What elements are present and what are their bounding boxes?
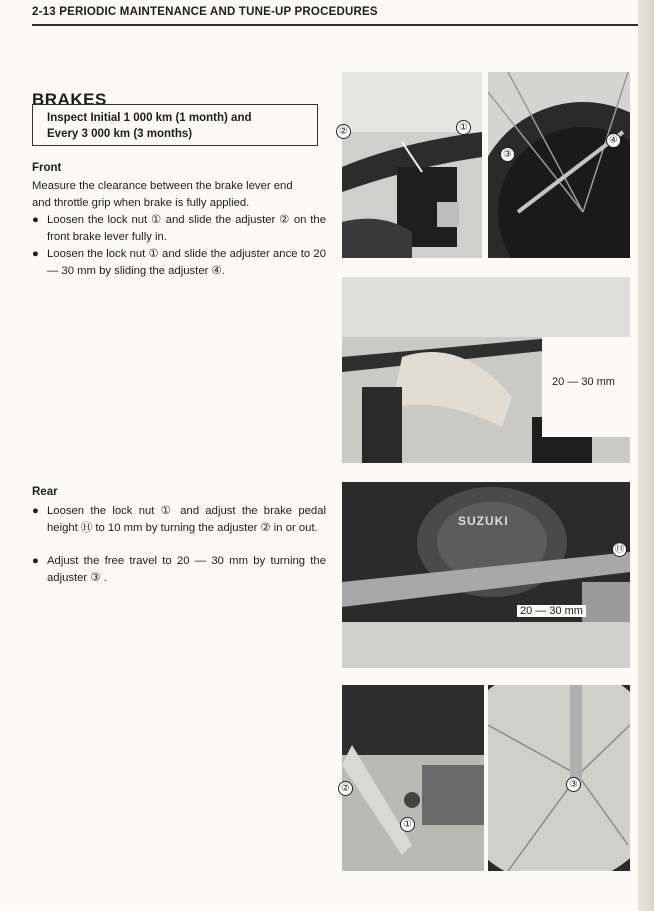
- callout-2: ②: [336, 124, 351, 139]
- lever-travel-photo: [342, 277, 630, 463]
- front-heading: Front: [32, 162, 62, 174]
- front-bullet-2-text: Loosen the lock nut ① and slide the adjuster ance to 20 — 30 mm by sliding the adjuster ④.: [47, 248, 326, 277]
- rear-adjuster-photo: [342, 685, 484, 871]
- rear-heading: Rear: [32, 486, 58, 498]
- pedal-travel-label: 20 — 30 mm: [517, 605, 586, 617]
- inspect-line-2: Every 3 000 km (3 months): [47, 128, 193, 140]
- callout-h: Ⓗ: [612, 542, 627, 557]
- rear-wheel-photo: [488, 685, 630, 871]
- inspection-interval-box: [32, 104, 318, 146]
- front-lever-photo: [342, 72, 482, 258]
- rear-bullet-2-text: Adjust the free travel to 20 — 30 mm by turning the adjuster ③ .: [47, 555, 326, 584]
- front-intro: [32, 178, 324, 211]
- rear-bullet-1: [32, 503, 326, 536]
- bullet-dot: ●: [32, 214, 39, 226]
- front-bullet-2: [32, 246, 326, 279]
- callout-3-rear: ③: [566, 777, 581, 792]
- callout-1-rear: ①: [400, 817, 415, 832]
- section-title: BRAKES: [32, 90, 107, 109]
- front-intro-line-1: Measure the clearance between the brake lever end: [32, 180, 293, 192]
- page-edge-shadow: [638, 0, 654, 911]
- bullet-dot: ●: [32, 555, 39, 567]
- callout-4: ④: [606, 133, 621, 148]
- callout-3: ③: [500, 147, 515, 162]
- front-hub-photo: [488, 72, 630, 258]
- rear-bullet-1-text: Loosen the lock nut ① and adjust the brake pedal height Ⓗ to 10 mm by turning the adjuster ② in or out.: [47, 505, 326, 534]
- front-bullet-1-text: Loosen the lock nut ① and slide the adjuster ② on the front brake lever fully in.: [47, 214, 326, 243]
- lever-travel-label: 20 — 30 mm: [549, 376, 618, 388]
- bullet-dot: ●: [32, 248, 39, 260]
- engine-brand-label: SUZUKI: [458, 514, 509, 528]
- front-bullet-1: [32, 212, 326, 245]
- bullet-dot: ●: [32, 505, 39, 517]
- header-rule: [32, 24, 638, 26]
- front-intro-line-2: and throttle grip when brake is fully applied.: [32, 196, 250, 209]
- rear-pedal-photo: [342, 482, 630, 668]
- callout-2-rear: ②: [338, 781, 353, 796]
- page-header: 2-13 PERIODIC MAINTENANCE AND TUNE-UP PROCEDURES: [32, 6, 378, 18]
- callout-1: ①: [456, 120, 471, 135]
- rear-bullet-2: [32, 553, 326, 586]
- inspect-line-1: Inspect Initial 1 000 km (1 month) and: [47, 112, 252, 124]
